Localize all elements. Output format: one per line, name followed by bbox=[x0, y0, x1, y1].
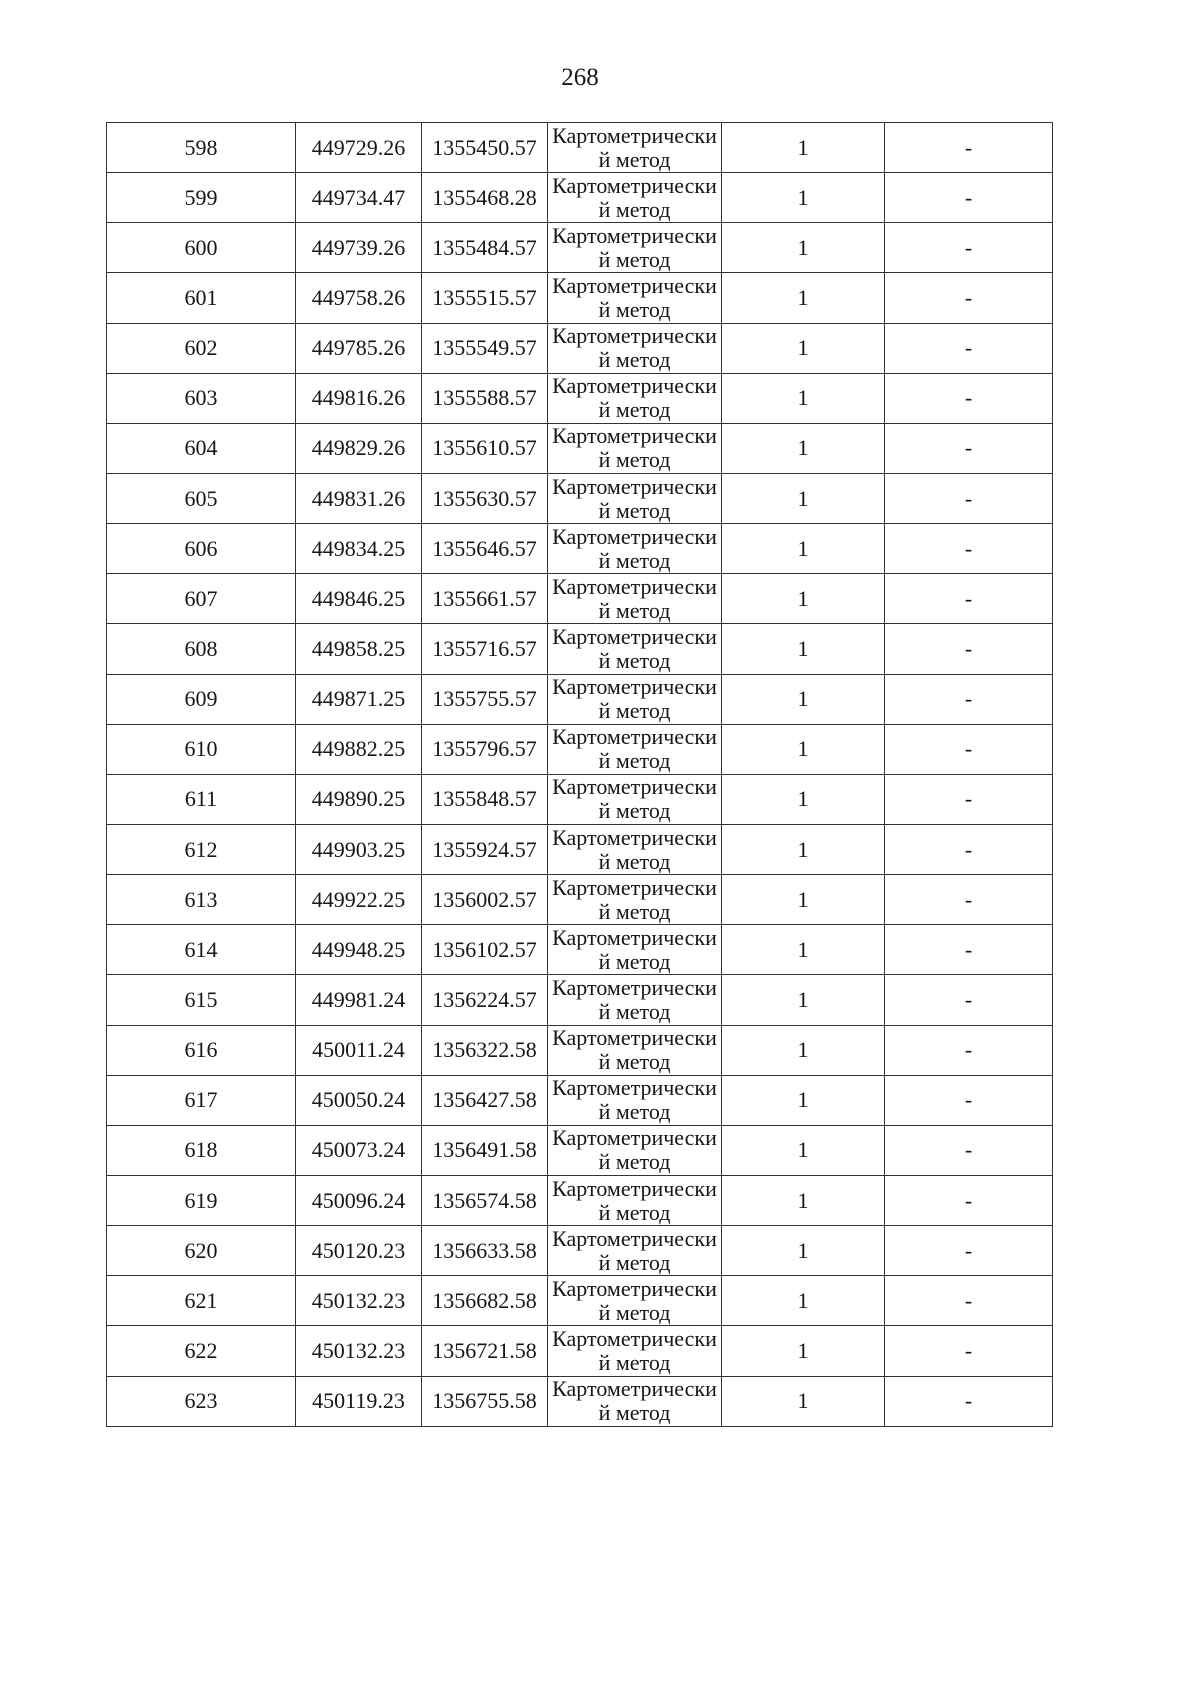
method-cell: Картометрический метод bbox=[548, 373, 722, 423]
y-coordinate-cell: 1356322.58 bbox=[422, 1025, 548, 1075]
note-cell: - bbox=[885, 223, 1053, 273]
table-row bbox=[107, 674, 1053, 724]
note-cell: - bbox=[885, 574, 1053, 624]
note-cell: - bbox=[885, 1226, 1053, 1276]
point-number-cell: 614 bbox=[107, 925, 296, 975]
x-coordinate-cell: 450132.23 bbox=[296, 1326, 422, 1376]
precision-cell: 1 bbox=[722, 624, 885, 674]
table-row bbox=[107, 373, 1053, 423]
method-cell: Картометрический метод bbox=[548, 423, 722, 473]
table-row bbox=[107, 1326, 1053, 1376]
point-number-cell: 601 bbox=[107, 273, 296, 323]
x-coordinate-cell: 449831.26 bbox=[296, 473, 422, 523]
note-cell: - bbox=[885, 1326, 1053, 1376]
precision-cell: 1 bbox=[722, 724, 885, 774]
x-coordinate-cell: 449858.25 bbox=[296, 624, 422, 674]
table-row bbox=[107, 1175, 1053, 1225]
method-cell: Картометрический метод bbox=[548, 1376, 722, 1426]
method-cell: Картометрический метод bbox=[548, 323, 722, 373]
x-coordinate-cell: 450119.23 bbox=[296, 1376, 422, 1426]
method-cell: Картометрический метод bbox=[548, 724, 722, 774]
x-coordinate-cell: 449758.26 bbox=[296, 273, 422, 323]
precision-cell: 1 bbox=[722, 273, 885, 323]
y-coordinate-cell: 1355630.57 bbox=[422, 473, 548, 523]
table-row bbox=[107, 875, 1053, 925]
method-cell: Картометрический метод bbox=[548, 875, 722, 925]
table-row bbox=[107, 323, 1053, 373]
precision-cell: 1 bbox=[722, 473, 885, 523]
y-coordinate-cell: 1356224.57 bbox=[422, 975, 548, 1025]
table-row bbox=[107, 975, 1053, 1025]
method-cell: Картометрический метод bbox=[548, 1125, 722, 1175]
table-row bbox=[107, 173, 1053, 223]
point-number-cell: 610 bbox=[107, 724, 296, 774]
point-number-cell: 605 bbox=[107, 473, 296, 523]
note-cell: - bbox=[885, 323, 1053, 373]
x-coordinate-cell: 449729.26 bbox=[296, 123, 422, 173]
y-coordinate-cell: 1355848.57 bbox=[422, 774, 548, 824]
table-row bbox=[107, 223, 1053, 273]
note-cell: - bbox=[885, 1125, 1053, 1175]
method-cell: Картометрический метод bbox=[548, 574, 722, 624]
point-number-cell: 618 bbox=[107, 1125, 296, 1175]
point-number-cell: 607 bbox=[107, 574, 296, 624]
method-cell: Картометрический метод bbox=[548, 173, 722, 223]
table-row bbox=[107, 423, 1053, 473]
point-number-cell: 608 bbox=[107, 624, 296, 674]
method-cell: Картометрический метод bbox=[548, 123, 722, 173]
y-coordinate-cell: 1355515.57 bbox=[422, 273, 548, 323]
x-coordinate-cell: 449922.25 bbox=[296, 875, 422, 925]
x-coordinate-cell: 450096.24 bbox=[296, 1175, 422, 1225]
note-cell: - bbox=[885, 975, 1053, 1025]
y-coordinate-cell: 1355716.57 bbox=[422, 624, 548, 674]
y-coordinate-cell: 1356633.58 bbox=[422, 1226, 548, 1276]
precision-cell: 1 bbox=[722, 1125, 885, 1175]
y-coordinate-cell: 1356102.57 bbox=[422, 925, 548, 975]
x-coordinate-cell: 449846.25 bbox=[296, 574, 422, 624]
y-coordinate-cell: 1356721.58 bbox=[422, 1326, 548, 1376]
precision-cell: 1 bbox=[722, 975, 885, 1025]
y-coordinate-cell: 1355646.57 bbox=[422, 524, 548, 574]
note-cell: - bbox=[885, 173, 1053, 223]
method-cell: Картометрический метод bbox=[548, 824, 722, 874]
point-number-cell: 615 bbox=[107, 975, 296, 1025]
precision-cell: 1 bbox=[722, 524, 885, 574]
point-number-cell: 619 bbox=[107, 1175, 296, 1225]
y-coordinate-cell: 1355755.57 bbox=[422, 674, 548, 724]
y-coordinate-cell: 1355468.28 bbox=[422, 173, 548, 223]
table-row bbox=[107, 1125, 1053, 1175]
note-cell: - bbox=[885, 1025, 1053, 1075]
note-cell: - bbox=[885, 524, 1053, 574]
y-coordinate-cell: 1356491.58 bbox=[422, 1125, 548, 1175]
table-row bbox=[107, 624, 1053, 674]
x-coordinate-cell: 449816.26 bbox=[296, 373, 422, 423]
y-coordinate-cell: 1355610.57 bbox=[422, 423, 548, 473]
y-coordinate-cell: 1355924.57 bbox=[422, 824, 548, 874]
table-row bbox=[107, 925, 1053, 975]
precision-cell: 1 bbox=[722, 1226, 885, 1276]
method-cell: Картометрический метод bbox=[548, 473, 722, 523]
table-row bbox=[107, 1376, 1053, 1426]
table-row bbox=[107, 1025, 1053, 1075]
point-number-cell: 621 bbox=[107, 1276, 296, 1326]
y-coordinate-cell: 1355484.57 bbox=[422, 223, 548, 273]
method-cell: Картометрический метод bbox=[548, 1226, 722, 1276]
precision-cell: 1 bbox=[722, 1075, 885, 1125]
method-cell: Картометрический метод bbox=[548, 624, 722, 674]
x-coordinate-cell: 450132.23 bbox=[296, 1276, 422, 1326]
coordinates-table bbox=[106, 122, 1053, 1427]
point-number-cell: 604 bbox=[107, 423, 296, 473]
method-cell: Картометрический метод bbox=[548, 674, 722, 724]
method-cell: Картометрический метод bbox=[548, 1025, 722, 1075]
precision-cell: 1 bbox=[722, 223, 885, 273]
x-coordinate-cell: 450073.24 bbox=[296, 1125, 422, 1175]
y-coordinate-cell: 1355549.57 bbox=[422, 323, 548, 373]
x-coordinate-cell: 449834.25 bbox=[296, 524, 422, 574]
point-number-cell: 617 bbox=[107, 1075, 296, 1125]
note-cell: - bbox=[885, 1276, 1053, 1326]
precision-cell: 1 bbox=[722, 173, 885, 223]
point-number-cell: 602 bbox=[107, 323, 296, 373]
method-cell: Картометрический метод bbox=[548, 774, 722, 824]
note-cell: - bbox=[885, 724, 1053, 774]
note-cell: - bbox=[885, 624, 1053, 674]
point-number-cell: 622 bbox=[107, 1326, 296, 1376]
precision-cell: 1 bbox=[722, 1175, 885, 1225]
table-row bbox=[107, 1075, 1053, 1125]
method-cell: Картометрический метод bbox=[548, 925, 722, 975]
x-coordinate-cell: 449981.24 bbox=[296, 975, 422, 1025]
table-row bbox=[107, 724, 1053, 774]
method-cell: Картометрический метод bbox=[548, 975, 722, 1025]
table-row bbox=[107, 273, 1053, 323]
y-coordinate-cell: 1356755.58 bbox=[422, 1376, 548, 1426]
point-number-cell: 606 bbox=[107, 524, 296, 574]
table-row bbox=[107, 524, 1053, 574]
method-cell: Картометрический метод bbox=[548, 223, 722, 273]
precision-cell: 1 bbox=[722, 1376, 885, 1426]
precision-cell: 1 bbox=[722, 123, 885, 173]
precision-cell: 1 bbox=[722, 323, 885, 373]
point-number-cell: 623 bbox=[107, 1376, 296, 1426]
point-number-cell: 603 bbox=[107, 373, 296, 423]
point-number-cell: 620 bbox=[107, 1226, 296, 1276]
x-coordinate-cell: 449739.26 bbox=[296, 223, 422, 273]
method-cell: Картометрический метод bbox=[548, 273, 722, 323]
note-cell: - bbox=[885, 925, 1053, 975]
note-cell: - bbox=[885, 373, 1053, 423]
precision-cell: 1 bbox=[722, 824, 885, 874]
note-cell: - bbox=[885, 1175, 1053, 1225]
method-cell: Картометрический метод bbox=[548, 1075, 722, 1125]
point-number-cell: 612 bbox=[107, 824, 296, 874]
note-cell: - bbox=[885, 875, 1053, 925]
y-coordinate-cell: 1355588.57 bbox=[422, 373, 548, 423]
point-number-cell: 599 bbox=[107, 173, 296, 223]
method-cell: Картометрический метод bbox=[548, 1326, 722, 1376]
x-coordinate-cell: 450011.24 bbox=[296, 1025, 422, 1075]
x-coordinate-cell: 449948.25 bbox=[296, 925, 422, 975]
table-row bbox=[107, 473, 1053, 523]
y-coordinate-cell: 1355796.57 bbox=[422, 724, 548, 774]
note-cell: - bbox=[885, 473, 1053, 523]
note-cell: - bbox=[885, 674, 1053, 724]
y-coordinate-cell: 1356682.58 bbox=[422, 1276, 548, 1326]
x-coordinate-cell: 449829.26 bbox=[296, 423, 422, 473]
note-cell: - bbox=[885, 1075, 1053, 1125]
x-coordinate-cell: 449890.25 bbox=[296, 774, 422, 824]
precision-cell: 1 bbox=[722, 925, 885, 975]
precision-cell: 1 bbox=[722, 1025, 885, 1075]
table-row bbox=[107, 574, 1053, 624]
x-coordinate-cell: 449903.25 bbox=[296, 824, 422, 874]
point-number-cell: 613 bbox=[107, 875, 296, 925]
y-coordinate-cell: 1356574.58 bbox=[422, 1175, 548, 1225]
y-coordinate-cell: 1355450.57 bbox=[422, 123, 548, 173]
method-cell: Картометрический метод bbox=[548, 524, 722, 574]
note-cell: - bbox=[885, 1376, 1053, 1426]
note-cell: - bbox=[885, 774, 1053, 824]
table-row bbox=[107, 1226, 1053, 1276]
precision-cell: 1 bbox=[722, 1276, 885, 1326]
note-cell: - bbox=[885, 423, 1053, 473]
precision-cell: 1 bbox=[722, 774, 885, 824]
x-coordinate-cell: 449785.26 bbox=[296, 323, 422, 373]
point-number-cell: 616 bbox=[107, 1025, 296, 1075]
table-row bbox=[107, 774, 1053, 824]
table-row bbox=[107, 1276, 1053, 1326]
note-cell: - bbox=[885, 824, 1053, 874]
x-coordinate-cell: 450120.23 bbox=[296, 1226, 422, 1276]
table-row bbox=[107, 123, 1053, 173]
precision-cell: 1 bbox=[722, 674, 885, 724]
point-number-cell: 600 bbox=[107, 223, 296, 273]
precision-cell: 1 bbox=[722, 1326, 885, 1376]
method-cell: Картометрический метод bbox=[548, 1175, 722, 1225]
precision-cell: 1 bbox=[722, 875, 885, 925]
precision-cell: 1 bbox=[722, 574, 885, 624]
x-coordinate-cell: 449882.25 bbox=[296, 724, 422, 774]
precision-cell: 1 bbox=[722, 373, 885, 423]
y-coordinate-cell: 1356002.57 bbox=[422, 875, 548, 925]
point-number-cell: 598 bbox=[107, 123, 296, 173]
x-coordinate-cell: 449734.47 bbox=[296, 173, 422, 223]
y-coordinate-cell: 1355661.57 bbox=[422, 574, 548, 624]
table-row bbox=[107, 824, 1053, 874]
precision-cell: 1 bbox=[722, 423, 885, 473]
point-number-cell: 611 bbox=[107, 774, 296, 824]
note-cell: - bbox=[885, 273, 1053, 323]
y-coordinate-cell: 1356427.58 bbox=[422, 1075, 548, 1125]
method-cell: Картометрический метод bbox=[548, 1276, 722, 1326]
x-coordinate-cell: 450050.24 bbox=[296, 1075, 422, 1125]
note-cell: - bbox=[885, 123, 1053, 173]
page-number: 268 bbox=[561, 64, 599, 91]
point-number-cell: 609 bbox=[107, 674, 296, 724]
x-coordinate-cell: 449871.25 bbox=[296, 674, 422, 724]
